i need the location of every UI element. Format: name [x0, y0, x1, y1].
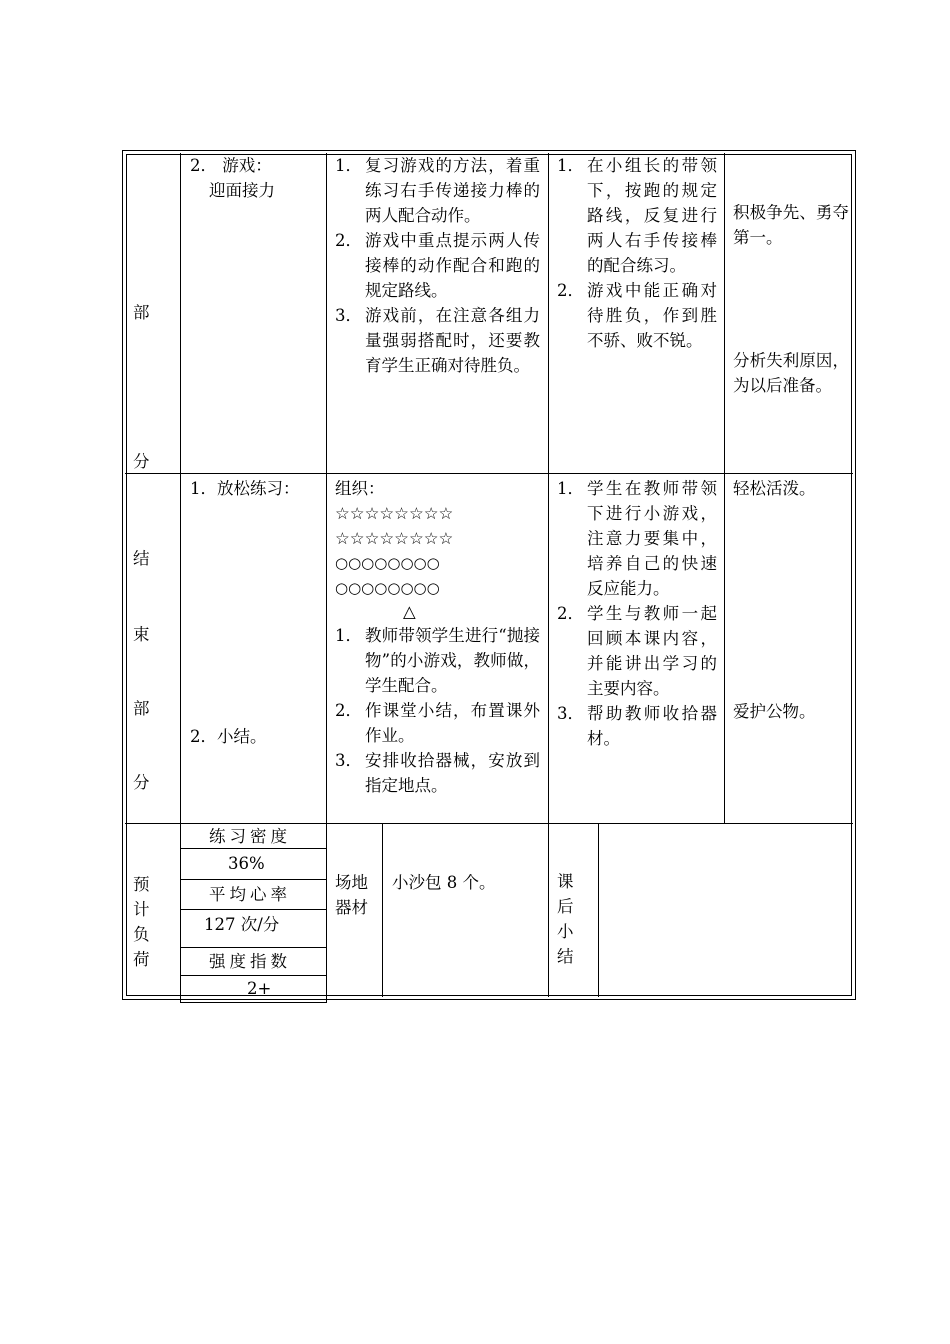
- grid-line: [598, 823, 599, 997]
- section-label-char: 荷: [133, 950, 150, 969]
- formation-circles-row: ○○○○○○○○: [335, 579, 440, 597]
- section-label-char: 部: [133, 303, 150, 322]
- section-label-char: 结: [133, 549, 150, 568]
- ending-item-1: 1．放松练习：: [190, 479, 300, 498]
- intensity-value: 2+: [247, 979, 272, 998]
- section-label-char: 束: [133, 625, 150, 644]
- formation-stars-row: ☆☆☆☆☆☆☆☆: [335, 504, 454, 523]
- grid-line: [180, 909, 326, 910]
- section-label-char: 分: [133, 452, 150, 471]
- list-item: 3． 游戏前，在注意各组力量强弱搭配时，还要教育学生正确对待胜负。: [335, 306, 540, 375]
- list-item: 1． 学生在教师带领下进行小游戏，注意力要集中，培养自己的快速反应能力。: [557, 479, 717, 598]
- ending-goal-2: 爱护公物。: [733, 702, 816, 721]
- formation-stars-row: ☆☆☆☆☆☆☆☆: [335, 529, 454, 548]
- summary-label-char: 结: [557, 947, 574, 966]
- grid-line: [724, 153, 725, 823]
- list-item: 2． 游戏中能正确对待胜负，作到胜不骄、败不锐。: [557, 281, 717, 350]
- game-goal-2: 分析失利原因，为以后准备。: [733, 351, 849, 395]
- formation-circles-row: ○○○○○○○○: [335, 554, 440, 572]
- list-item: 2． 学生与教师一起回顾本课内容，并能讲出学习的主要内容。: [557, 604, 717, 698]
- grid-line: [382, 823, 383, 997]
- grid-line: [180, 1002, 326, 1003]
- ending-item-2: 2．小结。: [190, 727, 267, 746]
- equipment-value: 小沙包 8 个。: [392, 873, 496, 892]
- list-item: 1． 复习游戏的方法，着重练习右手传递接力棒的两人配合动作。: [335, 156, 540, 225]
- summary-label-char: 后: [557, 897, 574, 916]
- section-label-char: 计: [133, 900, 150, 919]
- grid-line: [180, 879, 326, 880]
- game-goal-1: 积极争先、勇夺第一。: [733, 203, 849, 247]
- ending-goal-1: 轻松活泼。: [733, 479, 816, 498]
- list-item: 3． 帮助教师收拾器材。: [557, 704, 717, 748]
- summary-label-char: 课: [557, 872, 574, 891]
- section-label-char: 负: [133, 925, 150, 944]
- list-item: 3． 安排收拾器械，安放到指定地点。: [335, 751, 540, 795]
- game-subtitle: 迎面接力: [209, 181, 275, 200]
- intensity-label: 强度指数: [209, 952, 291, 971]
- teacher-position-marker: △: [403, 602, 416, 621]
- list-item: 2． 游戏中重点提示两人传接棒的动作配合和跑的规定路线。: [335, 231, 540, 300]
- density-label: 练习密度: [209, 827, 291, 846]
- list-item: 1． 教师带领学生进行“抛接物”的小游戏，教师做，学生配合。: [335, 626, 540, 695]
- density-value: 36%: [228, 854, 265, 873]
- venue-label: 场地: [335, 873, 368, 892]
- grid-line: [180, 947, 326, 948]
- venue-label: 器材: [335, 898, 368, 917]
- ending-teacher-steps: [335, 623, 540, 798]
- list-item: 1． 在小组长的带领下，按跑的规定路线，反复进行两人右手传接棒的配合练习。: [557, 156, 717, 275]
- game-student-steps: [557, 153, 717, 353]
- organization-label: 组织：: [335, 479, 385, 498]
- list-item: 2． 作课堂小结，布置课外作业。: [335, 701, 540, 745]
- ending-student-steps: [557, 476, 717, 751]
- game-teacher-steps: [335, 153, 540, 378]
- summary-label-char: 小: [557, 922, 574, 941]
- grid-line: [125, 473, 853, 474]
- section-label-char: 部: [133, 699, 150, 718]
- game-title: 2． 游戏：: [190, 156, 272, 175]
- heart-rate-value: 127 次/分: [204, 915, 280, 934]
- grid-line: [326, 823, 327, 1003]
- grid-line: [180, 823, 181, 1003]
- grid-line: [326, 153, 327, 823]
- section-label-char: 分: [133, 773, 150, 792]
- grid-line: [548, 153, 549, 823]
- section-label-char: 预: [133, 875, 150, 894]
- grid-line: [548, 823, 549, 997]
- heart-rate-label: 平均心率: [209, 885, 291, 904]
- grid-line: [180, 153, 181, 823]
